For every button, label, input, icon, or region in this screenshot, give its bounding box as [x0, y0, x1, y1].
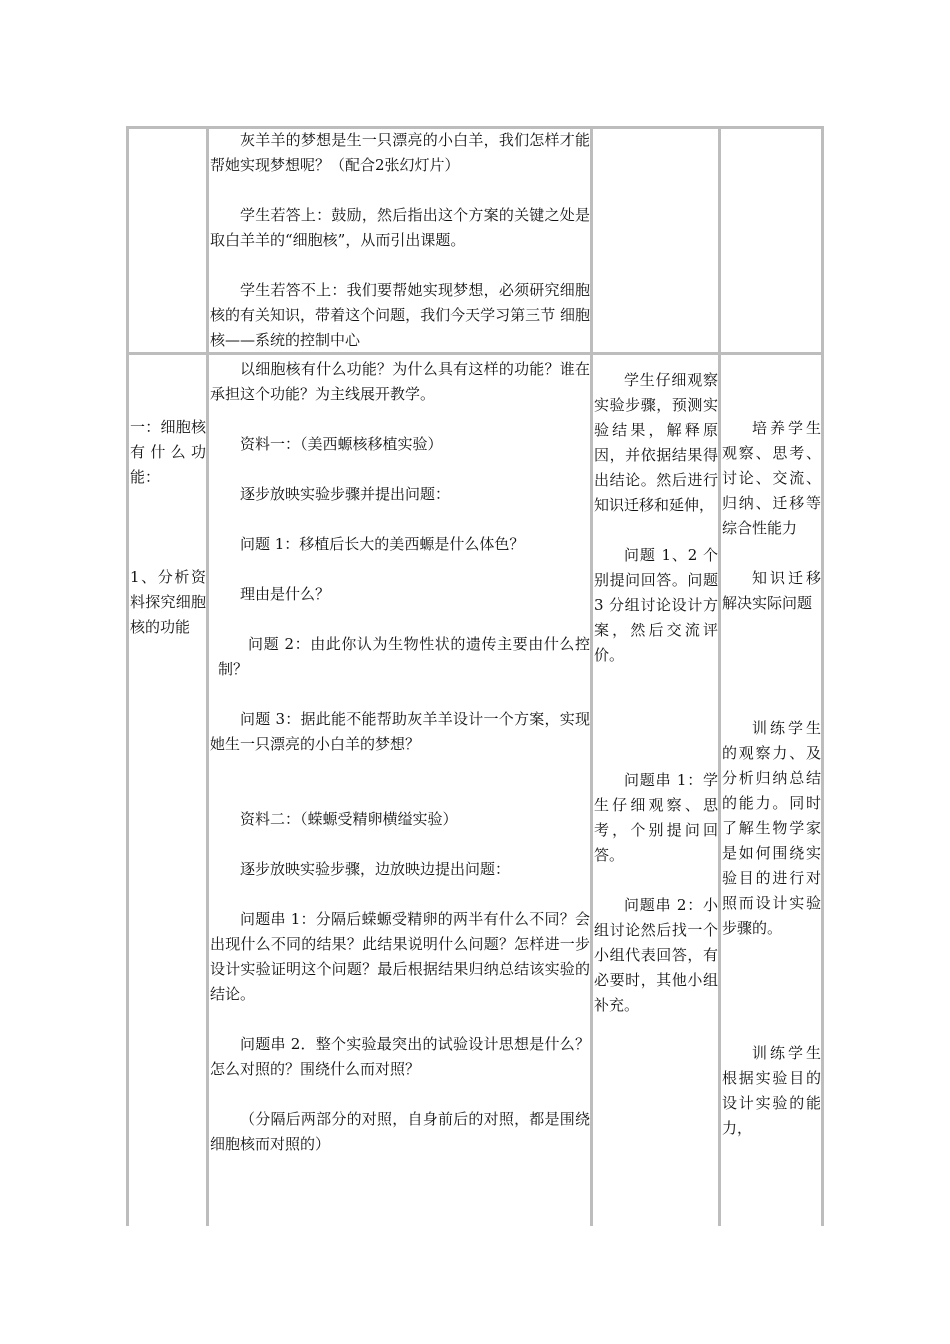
paragraph: 学生仔细观察实验步骤，预测实验结果，解释原因，并依据结果得出结论。然后进行知识迁移和延伸， [594, 371, 718, 514]
paragraph: 资料二：（蝾螈受精卵横缢实验） [240, 810, 458, 828]
paragraph: 逐步放映实验步骤并提出问题： [240, 485, 451, 503]
table-border-left [126, 126, 129, 1226]
paragraph: 灰羊羊的梦想是生一只漂亮的小白羊，我们怎样才能帮她实现梦想呢？（配合2张幻灯片） [210, 131, 590, 174]
paragraph: 问题串 2．整个实验最突出的试验设计思想是什么？怎么对照的？围绕什么而对照？ [210, 1035, 590, 1078]
paragraph: 问题串 1：学生仔细观察、思考，个别提问回答。 [594, 771, 718, 864]
lesson-plan-table [126, 126, 824, 1226]
paragraph: 问题 3：据此能不能帮助灰羊羊设计一个方案，实现她生一只漂亮的小白羊的梦想？ [210, 710, 590, 753]
paragraph: 学生若答不上：我们要帮她实现梦想，必须研究细胞核的有关知识，带着这个问题，我们今天学习第三节 细胞核——系统的控制中心 [210, 281, 590, 349]
paragraph: （分隔后两部分的对照，自身前后的对照，都是围绕细胞核而对照的） [210, 1110, 590, 1153]
section-heading: 一：细胞核有什么功能： [130, 418, 206, 486]
paragraph: 资料一：（美西螈核移植实验） [240, 435, 443, 453]
paragraph: 知识迁移解决实际问题 [722, 569, 821, 612]
paragraph: 问题串 2：小组讨论然后找一个小组代表回答，有必要时，其他小组补充。 [594, 896, 718, 1014]
row2-intent-cell [722, 416, 821, 1141]
column-divider [718, 126, 721, 1226]
paragraph: 问题 1、2 个别提问回答。问题 3 分组讨论设计方案，然后交流评价。 [594, 546, 718, 664]
section-subheading: 1、分析资料探究细胞核的功能 [130, 568, 206, 636]
paragraph: 问题 2：由此你认为生物性状的遗传主要由什么控制？ [218, 635, 590, 678]
paragraph: 逐步放映实验步骤，边放映边提出问题： [240, 860, 511, 878]
column-divider [206, 126, 209, 1226]
paragraph: 培养学生观察、思考、讨论、交流、归纳、迁移等综合性能力 [722, 419, 821, 537]
row2-student-cell [594, 368, 718, 1018]
table-border-right [821, 126, 824, 1226]
row2-content-cell [210, 357, 590, 1157]
column-divider [590, 126, 593, 1226]
paragraph: 以细胞核有什么功能？为什么具有这样的功能？谁在承担这个功能？为主线展开教学。 [210, 360, 590, 403]
paragraph: 理由是什么？ [240, 585, 331, 603]
paragraph: 训练学生的观察力、及分析归纳总结的能力。同时了解生物学家是如何围绕实验目的进行对照而设计实验步骤的。 [722, 719, 821, 937]
paragraph: 学生若答上：鼓励，然后指出这个方案的关键之处是取白羊羊的“细胞核”，从而引出课题。 [210, 206, 590, 249]
paragraph: 训练学生根据实验目的设计实验的能力， [722, 1044, 821, 1137]
paragraph: 问题串 1：分隔后蝾螈受精卵的两半有什么不同？会出现什么不同的结果？此结果说明什么问题？怎样进一步设计实验证明这个问题？最后根据结果归纳总结该实验的结论。 [210, 910, 590, 1003]
row2-section-cell [130, 415, 206, 640]
paragraph: 问题 1：移植后长大的美西螈是什么体色？ [240, 535, 525, 553]
row1-content-cell [210, 128, 590, 353]
